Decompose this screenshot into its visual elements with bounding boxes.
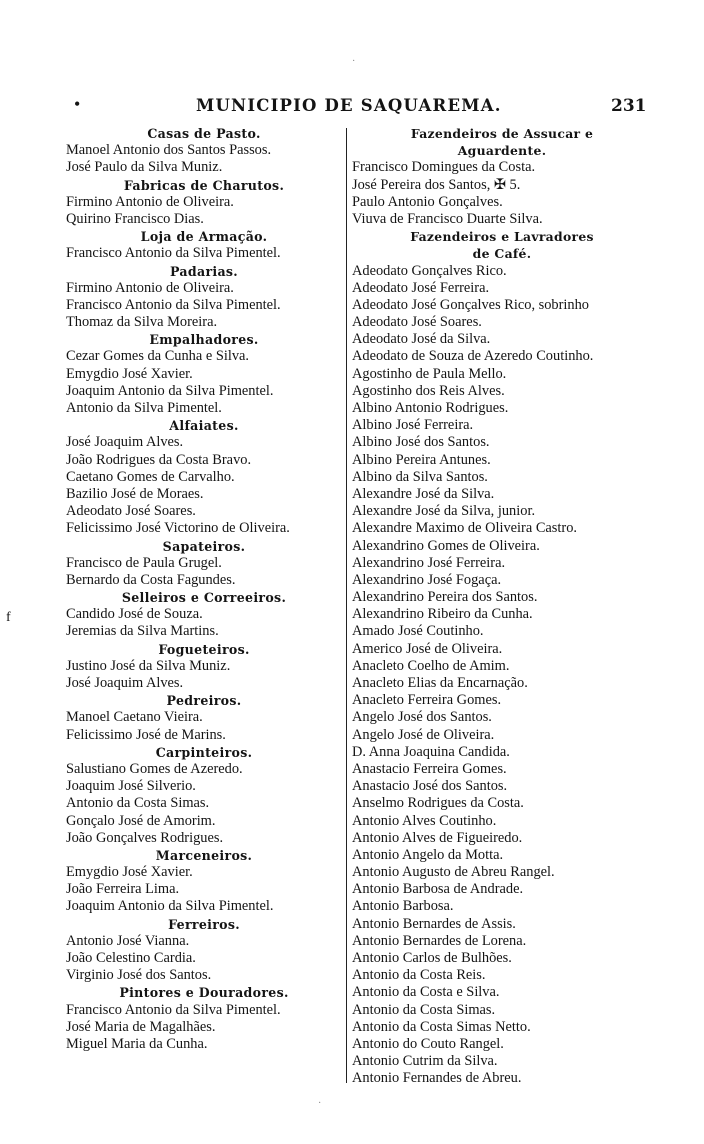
directory-entry: Salustiano Gomes de Azeredo. xyxy=(66,760,243,777)
directory-entry: Adeodato José Ferreira. xyxy=(352,279,490,296)
directory-entry: Alexandre José da Silva, junior. xyxy=(352,503,536,520)
directory-entry: Antonio José Vianna. xyxy=(66,932,190,949)
directory-entry: Francisco Domingues da Costa. xyxy=(352,159,536,176)
header-bullet: • xyxy=(74,94,81,114)
section-heading: Fazendeiros de Assucar e xyxy=(410,126,594,141)
directory-entry: João Rodrigues da Costa Bravo. xyxy=(66,451,252,468)
directory-entry: Agostinho dos Reis Alves. xyxy=(352,382,505,399)
section-heading: Sapateiros. xyxy=(162,538,246,554)
directory-entry: Francisco Antonio da Silva Pimentel. xyxy=(66,1001,281,1018)
section-heading: Marceneiros. xyxy=(155,847,253,863)
directory-entry: Albino Antonio Rodrigues. xyxy=(352,400,509,416)
section-heading: Fazendeiros e Lavradores xyxy=(410,229,594,245)
directory-entry: Jeremias da Silva Martins. xyxy=(66,623,219,640)
directory-entry: Antonio Barbosa de Andrade. xyxy=(352,881,524,898)
directory-entry: Manoel Antonio dos Santos Passos. xyxy=(66,142,272,159)
directory-entry: Antonio da Costa Simas. xyxy=(66,795,210,812)
directory-entry: Caetano Gomes de Carvalho. xyxy=(66,468,235,485)
page-header xyxy=(0,96,704,126)
directory-entry: Francisco Antonio da Silva Pimentel. xyxy=(66,296,281,313)
directory-entry: Alexandre José da Silva. xyxy=(352,485,495,502)
print-speck: · xyxy=(318,1098,322,1109)
directory-entry: Alexandrino Gomes de Oliveira. xyxy=(352,537,540,554)
directory-entry: Firmino Antonio de Oliveira. xyxy=(66,279,234,296)
directory-entry: Anselmo Rodrigues da Costa. xyxy=(352,795,524,812)
directory-entry: Emygdio José Xavier. xyxy=(66,365,193,382)
directory-entry: Anacleto Elias da Encarnação. xyxy=(352,675,528,691)
section-heading: de Café. xyxy=(472,246,532,262)
section-heading: Empalhadores. xyxy=(149,332,259,348)
directory-entry: Antonio Barbosa. xyxy=(352,898,454,915)
directory-entry: Bernardo da Costa Fagundes. xyxy=(66,571,236,588)
directory-entry: Virginio José dos Santos. xyxy=(66,967,212,984)
directory-entry: Antonio do Couto Rangel. xyxy=(352,1035,504,1052)
directory-entry: Antonio da Costa Simas. xyxy=(352,1001,496,1018)
directory-entry: Alexandrino Ribeiro da Cunha. xyxy=(352,606,533,623)
directory-entry: Angelo José de Oliveira. xyxy=(352,726,495,743)
directory-entry: Angelo José dos Santos. xyxy=(352,709,492,726)
directory-entry: Alexandrino José Ferreira. xyxy=(352,554,506,571)
directory-entry: José Paulo da Silva Muniz. xyxy=(66,159,223,176)
directory-entry: João Ferreira Lima. xyxy=(66,881,180,898)
directory-entry: Adeodato José da Silva. xyxy=(352,331,491,348)
directory-entry: Antonio Bernardes de Lorena. xyxy=(352,932,527,949)
directory-entry: Americo José de Oliveira. xyxy=(352,640,503,657)
directory-entry: Albino da Silva Santos. xyxy=(352,468,488,485)
directory-entry: Miguel Maria da Cunha. xyxy=(66,1035,208,1052)
directory-entry: Adeodato José Soares. xyxy=(66,503,196,520)
directory-entry: Felicissimo José Victorino de Oliveira. xyxy=(66,520,290,537)
directory-entry: Joaquim Antonio da Silva Pimentel. xyxy=(66,382,274,399)
directory-entry: Joaquim José Silverio. xyxy=(66,778,196,795)
directory-entry: D. Anna Joaquina Candida. xyxy=(352,743,510,760)
section-heading: Selleiros e Correeiros. xyxy=(121,590,287,606)
directory-entry: Antonio Carlos de Bulhões. xyxy=(352,950,512,966)
directory-entry: Antonio Alves de Figueiredo. xyxy=(352,829,523,846)
left-column xyxy=(66,125,342,1053)
section-heading: Padarias. xyxy=(169,263,238,279)
directory-entry: João Gonçalves Rodrigues. xyxy=(66,829,224,846)
directory-entry: Anacleto Ferreira Gomes. xyxy=(352,692,502,709)
directory-entry: José Joaquim Alves. xyxy=(66,434,184,451)
directory-entry: Anastacio Ferreira Gomes. xyxy=(352,760,507,777)
right-column xyxy=(352,125,652,1088)
directory-entry: Antonio da Costa Simas Netto. xyxy=(352,1018,531,1035)
column-divider xyxy=(346,128,347,1083)
section-heading: Loja de Armação. xyxy=(140,229,268,245)
directory-entry: José Joaquim Alves. xyxy=(66,675,184,691)
directory-entry: Candido José de Souza. xyxy=(66,606,203,623)
section-heading: Fogueteiros. xyxy=(158,641,250,657)
directory-entry: Justino José da Silva Muniz. xyxy=(66,657,231,674)
print-speck: · xyxy=(352,56,356,67)
page-number: 231 xyxy=(611,96,647,116)
directory-entry: Antonio Angelo da Motta. xyxy=(352,846,504,863)
section-heading: Pedreiros. xyxy=(166,693,242,709)
directory-entry: Agostinho de Paula Mello. xyxy=(352,365,507,382)
directory-entry: Francisco Antonio da Silva Pimentel. xyxy=(66,245,281,262)
directory-entry: Alexandrino Pereira dos Santos. xyxy=(352,589,538,606)
directory-entry: João Celestino Cardia. xyxy=(66,950,196,966)
directory-entry: Gonçalo José de Amorim. xyxy=(66,812,216,829)
directory-entry: Albino José Ferreira. xyxy=(352,417,474,434)
directory-entry: Antonio Fernandes de Abreu. xyxy=(352,1070,522,1087)
section-heading: Aguardente. xyxy=(457,143,547,159)
directory-entry: Antonio Augusto de Abreu Rangel. xyxy=(352,864,555,881)
directory-entry: Joaquim Antonio da Silva Pimentel. xyxy=(66,898,274,915)
section-heading: Carpinteiros. xyxy=(155,744,253,760)
directory-entry: Quirino Francisco Dias. xyxy=(66,210,204,227)
directory-entry: Antonio Bernardes de Assis. xyxy=(352,915,516,932)
directory-entry: José Pereira dos Santos, ✠ 5. xyxy=(352,176,521,193)
directory-entry: Adeodato José Soares. xyxy=(352,314,482,331)
directory-entry: Alexandrino José Fogaça. xyxy=(352,571,502,588)
directory-entry: Anastacio José dos Santos. xyxy=(352,778,508,795)
directory-entry: Antonio Alves Coutinho. xyxy=(352,812,497,829)
directory-entry: Antonio Cutrim da Silva. xyxy=(352,1053,498,1070)
page-title: MUNICIPIO DE SAQUAREMA. xyxy=(196,96,502,115)
directory-entry: Thomaz da Silva Moreira. xyxy=(66,314,218,331)
section-heading: Fabricas de Charutos. xyxy=(123,177,285,193)
directory-entry: Firmino Antonio de Oliveira. xyxy=(66,193,234,210)
directory-entry: Francisco de Paula Grugel. xyxy=(66,554,222,571)
directory-entry: Felicissimo José de Marins. xyxy=(66,726,226,743)
directory-entry: Albino Pereira Antunes. xyxy=(352,451,491,468)
directory-entry: José Maria de Magalhães. xyxy=(66,1018,216,1035)
margin-mark: f xyxy=(6,610,11,625)
directory-entry: Antonio da Costa e Silva. xyxy=(352,984,500,1001)
directory-entry: Viuva de Francisco Duarte Silva. xyxy=(352,210,543,227)
directory-entry: Antonio da Silva Pimentel. xyxy=(66,400,222,416)
directory-entry: Manoel Caetano Vieira. xyxy=(66,709,203,726)
directory-entry: Anacleto Coelho de Amim. xyxy=(352,657,510,674)
directory-entry: Alexandre Maximo de Oliveira Castro. xyxy=(352,520,577,537)
directory-entry: Emygdio José Xavier. xyxy=(66,864,193,881)
directory-entry: Adeodato José Gonçalves Rico, sobrinho xyxy=(352,296,590,313)
section-heading: Ferreiros. xyxy=(168,916,240,932)
section-heading: Alfaiates. xyxy=(169,418,239,434)
directory-entry: Albino José dos Santos. xyxy=(352,434,490,451)
directory-entry: Adeodato de Souza de Azeredo Coutinho. xyxy=(352,348,594,365)
section-heading: Pintores e Douradores. xyxy=(119,985,289,1001)
directory-entry: Amado José Coutinho. xyxy=(352,623,484,640)
directory-entry: Antonio da Costa Reis. xyxy=(352,967,486,984)
directory-entry: Paulo Antonio Gonçalves. xyxy=(352,193,503,210)
directory-entry: Bazilio José de Moraes. xyxy=(66,485,204,502)
section-heading: Casas de Pasto. xyxy=(147,126,261,141)
directory-entry: Cezar Gomes da Cunha e Silva. xyxy=(66,348,250,365)
directory-entry: Adeodato Gonçalves Rico. xyxy=(352,262,507,279)
